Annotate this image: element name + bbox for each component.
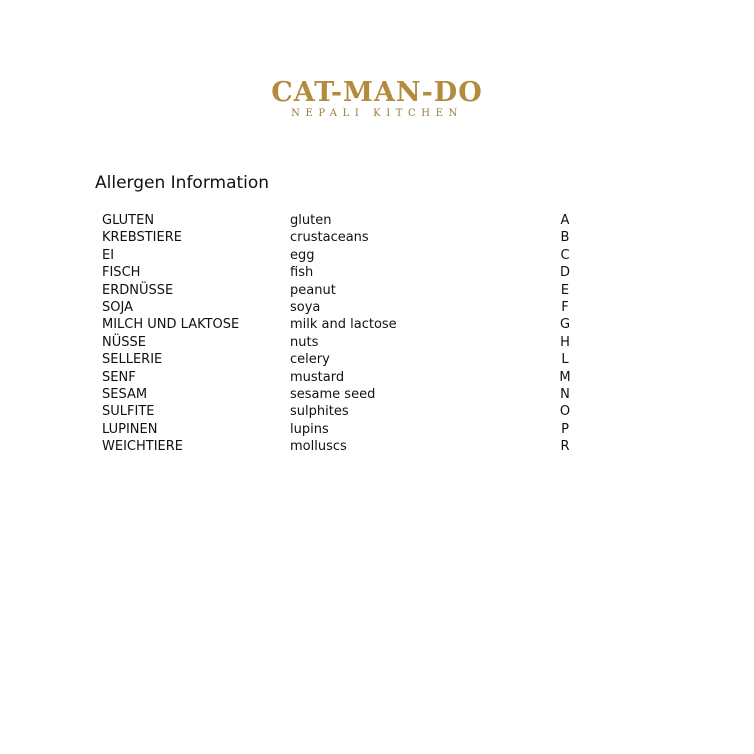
allergen-name-de: MILCH UND LAKTOSE — [102, 317, 240, 333]
allergen-row — [102, 334, 582, 351]
allergen-name-en: gluten — [290, 213, 332, 228]
allergen-name-en: crustaceans — [290, 230, 369, 246]
allergen-name-de: SENF — [102, 369, 136, 385]
allergen-row — [102, 316, 582, 333]
allergen-code: F — [561, 299, 569, 315]
allergen-name-de: LUPINEN — [102, 421, 158, 437]
allergen-code: M — [559, 369, 571, 385]
logo-subtitle: NEPALI KITCHEN — [291, 108, 463, 119]
allergen-code: B — [560, 230, 570, 246]
allergen-code: P — [561, 421, 569, 437]
allergen-name-en: egg — [290, 247, 315, 263]
allergen-code: D — [559, 265, 570, 281]
allergen-row — [102, 421, 582, 438]
allergen-row — [102, 282, 582, 299]
allergen-name-en: sesame seed — [290, 386, 376, 402]
allergen-row — [102, 438, 582, 455]
allergen-name-de: SULFITE — [102, 404, 155, 420]
allergen-row — [102, 299, 582, 316]
allergen-name-de: SESAM — [102, 386, 148, 402]
allergen-code: A — [560, 213, 570, 228]
allergen-code: G — [559, 317, 571, 333]
allergen-name-de: KREBSTIERE — [102, 230, 182, 246]
allergen-name-en: mustard — [290, 369, 345, 385]
allergen-code: R — [560, 439, 570, 455]
logo-title: CAT-MAN-DO — [271, 77, 483, 108]
allergen-code: E — [560, 282, 570, 298]
allergen-code: N — [560, 386, 570, 402]
allergen-row — [102, 369, 582, 386]
allergen-row — [102, 212, 582, 229]
allergen-name-en: molluscs — [290, 439, 347, 455]
allergen-name-en: milk and lactose — [290, 317, 397, 333]
allergen-name-en: lupins — [290, 421, 329, 437]
allergen-name-de: ERDNÜSSE — [102, 282, 174, 298]
allergen-name-de: NÜSSE — [102, 334, 146, 350]
allergen-name-en: nuts — [290, 334, 319, 350]
allergen-row — [102, 264, 582, 281]
allergen-row — [102, 247, 582, 264]
allergen-list — [102, 212, 582, 455]
allergen-name-de: SELLERIE — [102, 352, 163, 368]
allergen-name-en: celery — [290, 352, 330, 368]
allergen-name-en: peanut — [290, 282, 336, 298]
allergen-row — [102, 229, 582, 246]
allergen-row — [102, 351, 582, 368]
allergen-code: H — [560, 334, 570, 350]
allergen-code: C — [560, 247, 570, 263]
allergen-name-de: FISCH — [102, 265, 141, 281]
allergen-name-en: sulphites — [290, 404, 349, 420]
allergen-name-de: WEICHTIERE — [102, 439, 183, 455]
page-title: Allergen Information — [95, 173, 270, 193]
allergen-name-en: soya — [290, 299, 321, 315]
allergen-name-de: EI — [102, 247, 115, 263]
allergen-name-en: fish — [290, 265, 314, 281]
allergen-code: L — [561, 352, 569, 368]
restaurant-logo — [0, 78, 754, 120]
allergen-name-de: SOJA — [102, 299, 133, 315]
allergen-row — [102, 403, 582, 420]
allergen-name-de: GLUTEN — [102, 213, 155, 228]
allergen-code: O — [559, 404, 571, 420]
allergen-row — [102, 386, 582, 403]
